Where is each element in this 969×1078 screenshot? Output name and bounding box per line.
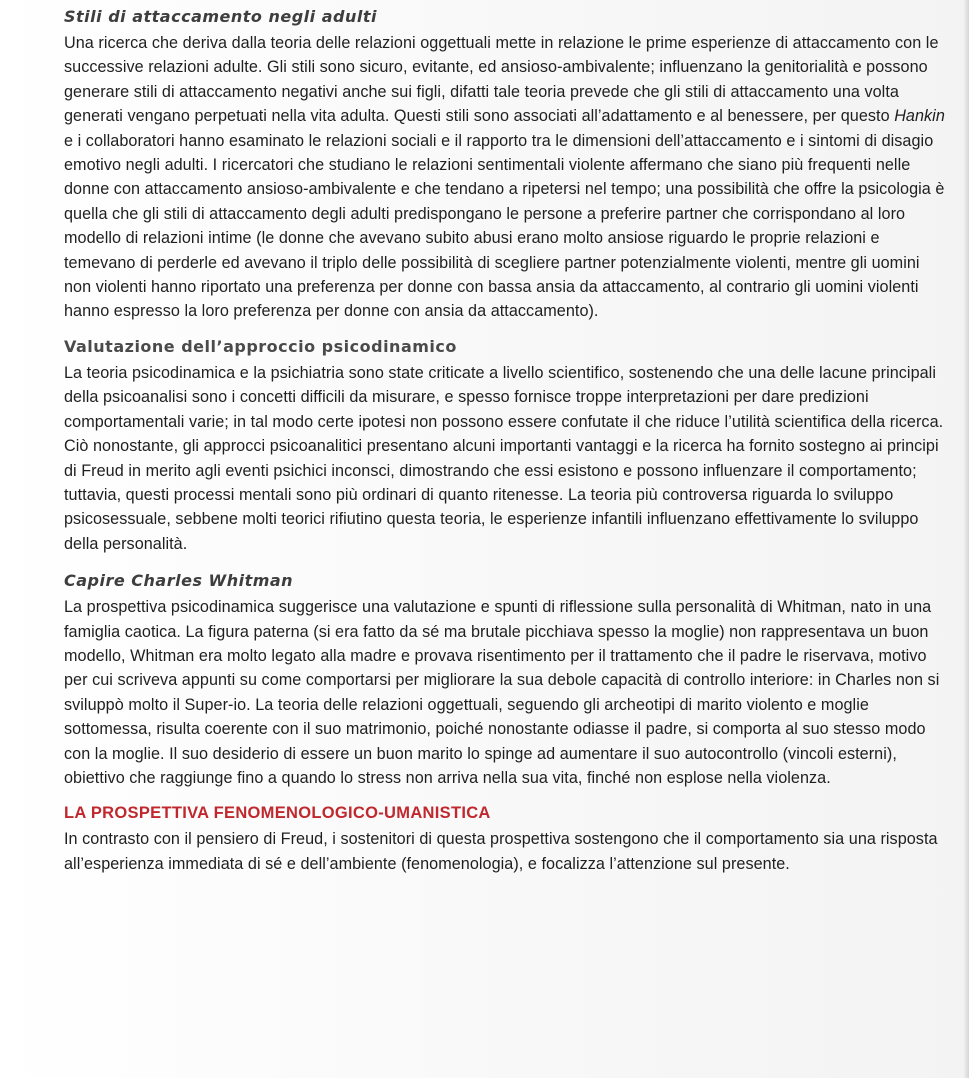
author-name: Hankin [894,107,945,126]
spacer [64,790,947,802]
spacer [64,324,947,336]
section-attachment-styles [64,6,947,324]
section-heading: Capire Charles Whitman [64,571,294,591]
spacer [64,556,947,570]
chapter-heading: LA PROSPETTIVA FENOMENOLOGICO-UMANISTICA [64,804,491,823]
section-paragraph: In contrasto con il pensiero di Freud, i sostenitori di questa prospettiva sostengono che il comportamento sia una risposta all’esperienza immediata di sé e dell’ambiente (fenomenologia), e focalizza l’attenzione sul presente. [64,830,938,873]
section-paragraph: La teoria psicodinamica e la psichiatria sono state criticate a livello scientifico, sostenendo che una delle lacune principali della psicoanalisi sono i concetti difficili da misurare, e spesso fornisce troppe interpretazioni per dare predizioni comportamentali varie; in tal modo certe ipotesi non possono essere confutate il che riduce l’utilità scientifica della ricerca. Ciò nonostante, gli approcci psicoanalitici presentano alcuni importanti vantaggi e la ricerca ha fornito sostegno ai principi di Freud in merito agli eventi psichici inconsci, dimostrando che essi esistono e possono influenzare il comportamento; tuttavia, questi processi mentali sono più ordinari di quanto ritenesse. La teoria più controversa riguarda lo sviluppo psicosessuale, sebbene molti teorici rifiutino questa teoria, le esperienze infantili influenzano effettivamente lo sviluppo della personalità. [64,363,944,553]
section-charles-whitman [64,570,947,790]
section-heading: Valutazione dell’approccio psicodinamico [64,336,457,356]
section-paragraph [64,31,947,324]
section-psychodynamic-evaluation [64,336,947,556]
paragraph-text: e i collaboratori hanno esaminato le relazioni sociali e il rapporto tra le dimensioni dell’attaccamento e i sintomi di disagio emotivo negli adulti. I ricercatori che studiano le relazioni sentimentali violente affermano che siano più frequenti nelle donne con attaccamento ansioso-ambivalente e che tendano a ripetersi nel tempo; una possibilità che offre la psicologia è quella che gli stili di attaccamento degli adulti predispongano le persone a preferire partner che corrispondano al loro modello di relazioni intime (le donne che avevano subito abusi erano molto ansiose riguardo le proprie relazioni e temevano di perderle ed avevano il triplo delle possibilità di scegliere partner potenzialmente violenti, mentre gli uomini non violenti hanno riportato una preferenza per donne con bassa ansia da attaccamento, al contrario gli uomini violenti hanno espresso la loro preferenza per donne con ansia da attaccamento). [64,131,945,321]
page-edge-shadow [963,0,969,1078]
section-paragraph: La prospettiva psicodinamica suggerisce una valutazione e spunti di riflessione sulla personalità di Whitman, nato in una famiglia caotica. La figura paterna (si era fatto da sé ma brutale picchiava spesso la moglie) non rappresentava un buon modello, Whitman era molto legato alla madre e provava risentimento per il trattamento che il padre le riservava, motivo per cui scriveva appunti su come comportarsi per migliorare la sua debole capacità di controllo interiore: in Charles non si sviluppò molto il Super-io. La teoria delle relazioni oggettuali, seguendo gli archeotipi di marito violento e moglie sottomessa, risulta coerente con il suo matrimonio, poiché nonostante odiasse il padre, si comporta al suo stesso modo con la moglie. Il suo desiderio di essere un buon marito lo spinge ad aumentare il suo autocontrollo (vincoli esterni), obiettivo che raggiunge fino a quando lo stress non arriva nella sua vita, finché non esplose nella violenza. [64,598,940,787]
paragraph-text: Una ricerca che deriva dalla teoria delle relazioni oggettuali mette in relazione le prime esperienze di attaccamento con le successive relazioni adulte. Gli stili sono sicuro, evitante, ed ansioso-ambivalente; influenzano la genitorialità e possono generare stili di attaccamento negativi anche sui figli, difatti tale teoria prevede che gli stili di attaccamento una volta generati vengano perpetuati nella vita adulta. Questi stili sono associati all’adattamento e al benessere, per questo [64,34,939,126]
section-phenomenological-humanistic [64,802,947,876]
section-heading: Stili di attaccamento negli adulti [64,7,377,26]
